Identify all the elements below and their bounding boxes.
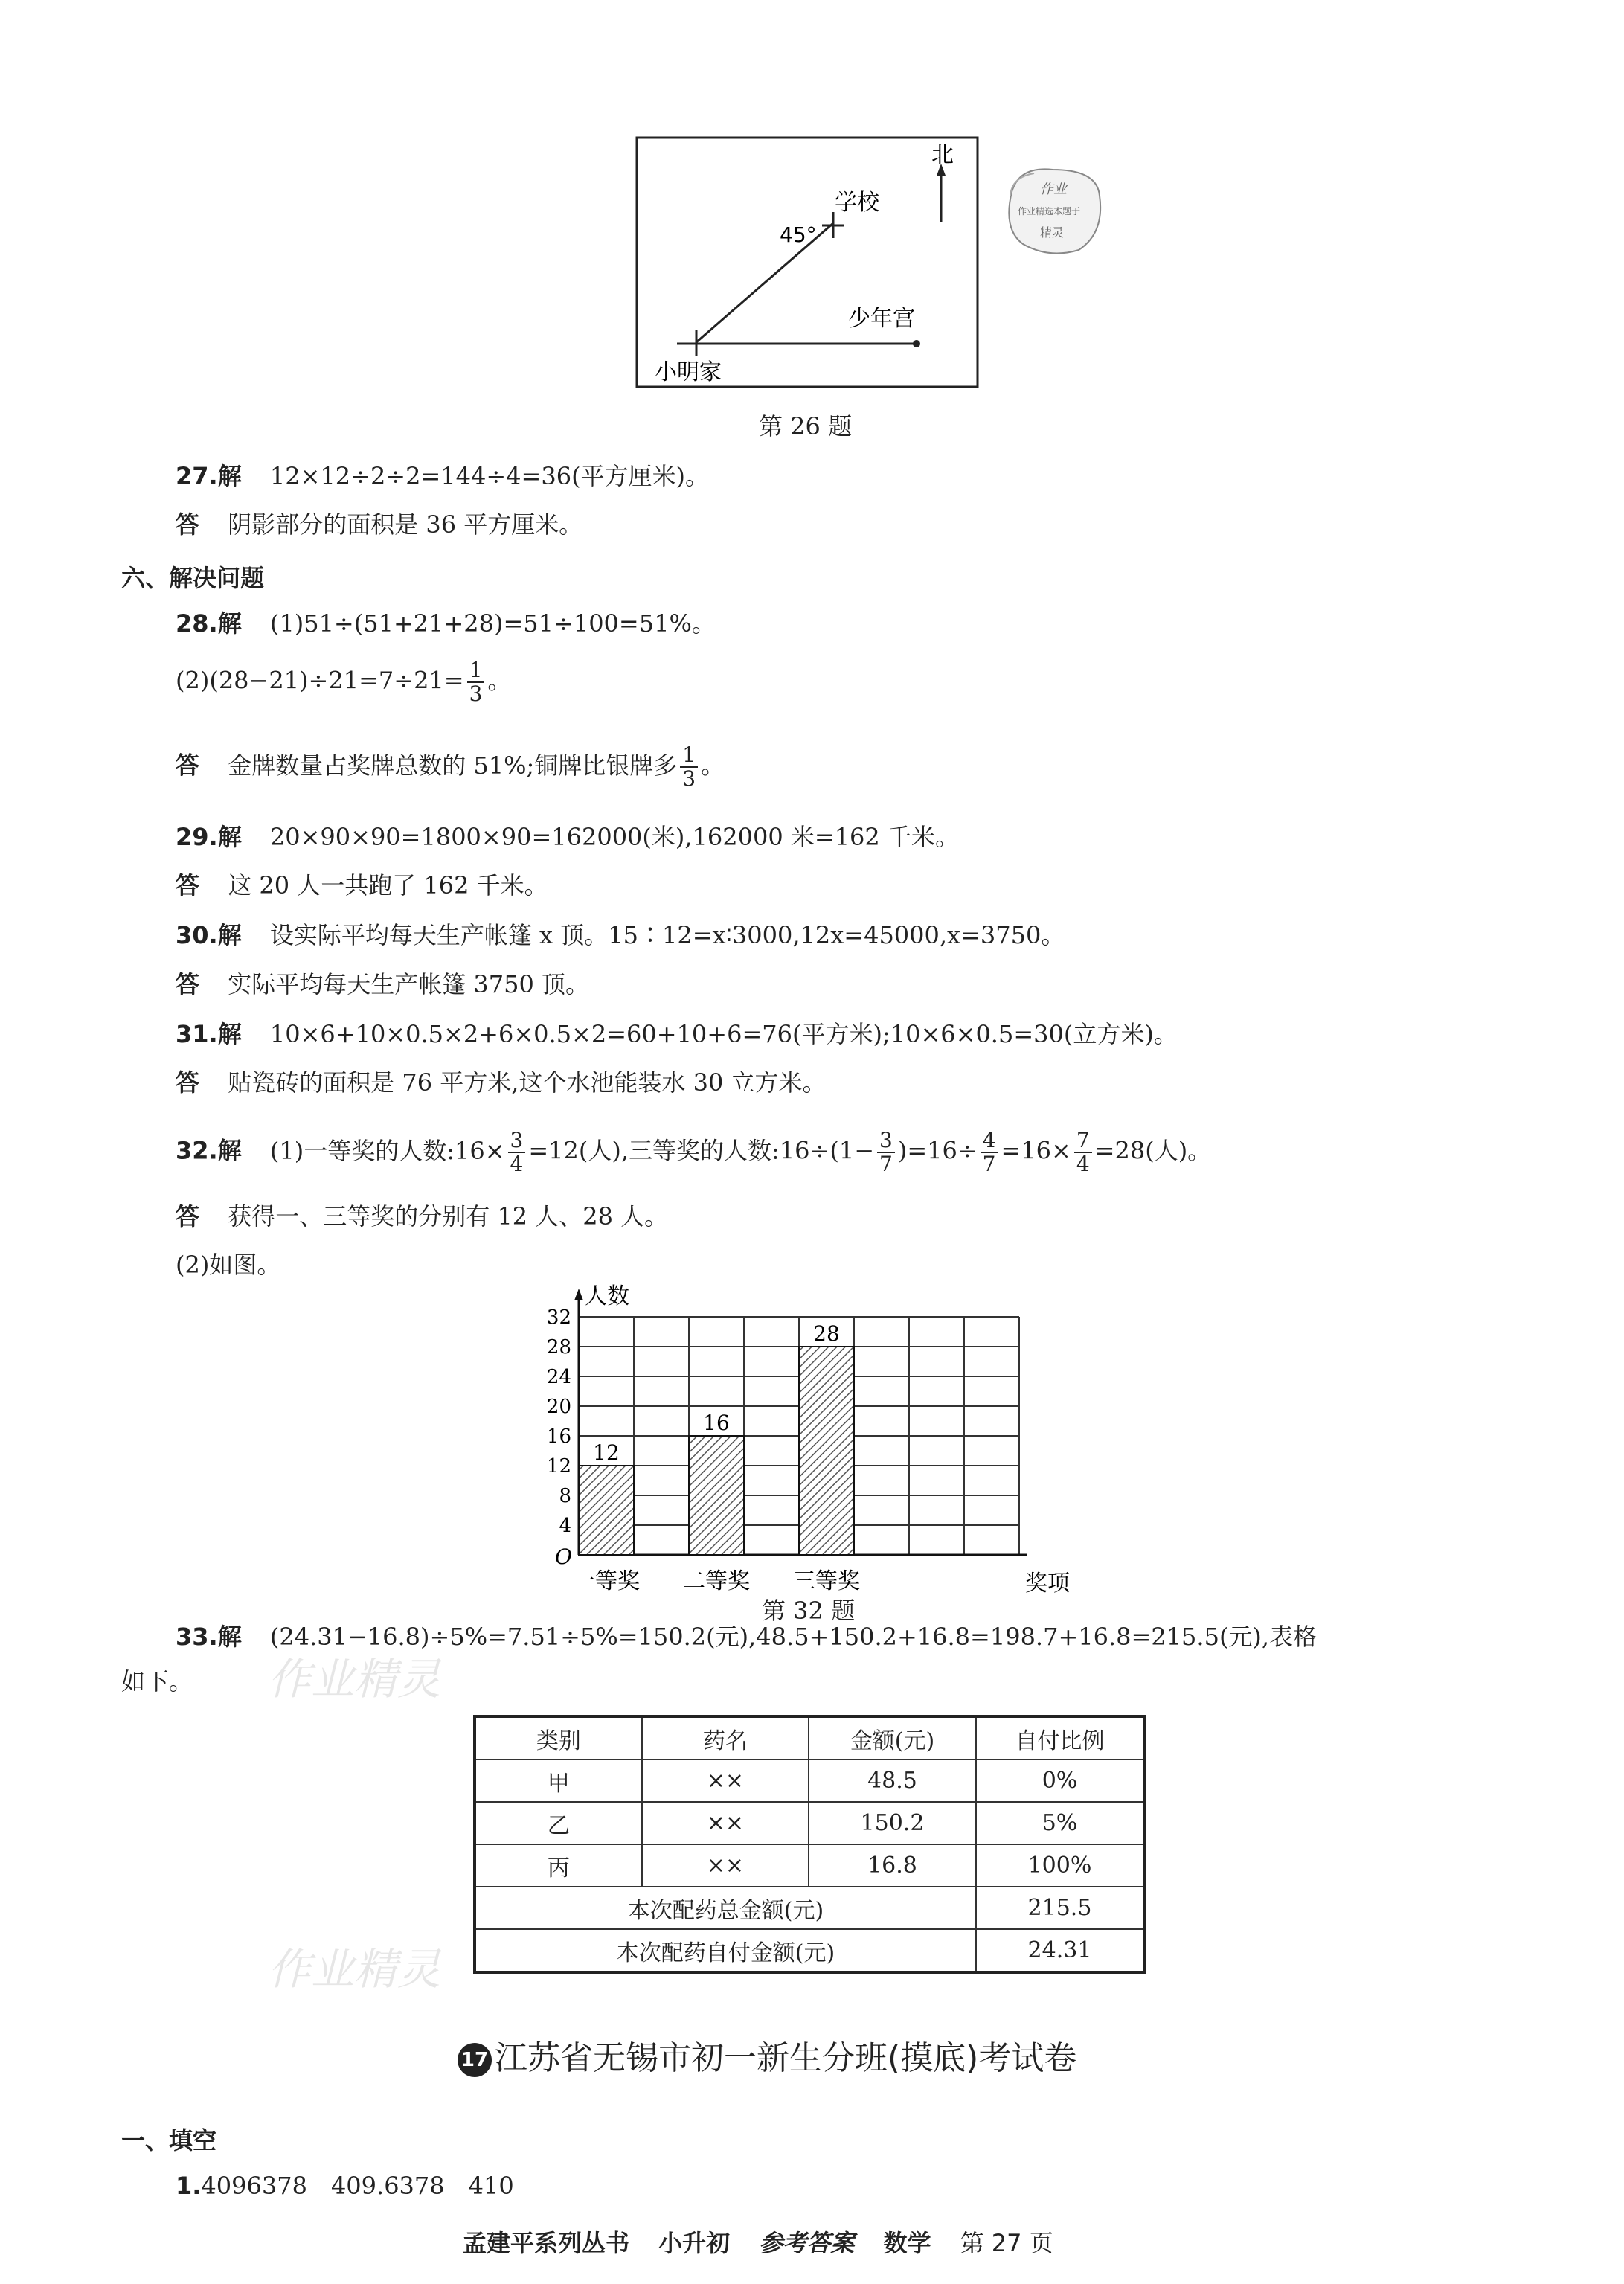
q32-frac-4-7: $\frac{4}{7}$ bbox=[981, 1129, 998, 1175]
stamp-text-3: 精灵 bbox=[1040, 225, 1065, 240]
stamp-text-1: 作业 bbox=[1040, 182, 1067, 197]
q32-answer-text: 获得一、三等奖的分别有 12 人、28 人。 bbox=[228, 1202, 669, 1231]
table-header-row bbox=[475, 1716, 1144, 1759]
x-category-label: 三等奖 bbox=[793, 1568, 860, 1594]
table-cell: 甲 bbox=[475, 1759, 642, 1802]
q30-solution bbox=[176, 920, 1065, 950]
q27-label: 27.解 bbox=[176, 462, 242, 490]
table-header-cell: 药名 bbox=[642, 1716, 809, 1759]
exam-title-text: 江苏省无锡市初一新生分班(摸底)考试卷 bbox=[495, 2039, 1077, 2077]
map-frame bbox=[637, 138, 978, 387]
table-header-cell: 类别 bbox=[475, 1716, 642, 1759]
x-category-label: 二等奖 bbox=[683, 1568, 750, 1594]
stamp-logo bbox=[997, 162, 1108, 259]
q30-answer-text: 实际平均每天生产帐篷 3750 顶。 bbox=[228, 970, 589, 998]
palace-label: 少年宫 bbox=[848, 306, 915, 332]
table-header-cell: 金额(元) bbox=[809, 1716, 976, 1759]
table-cell: 乙 bbox=[475, 1802, 642, 1844]
q28-part1: (1)51÷(51+21+28)=51÷100=51%。 bbox=[269, 609, 716, 638]
q29-label: 29.解 bbox=[176, 823, 242, 851]
q1-answer bbox=[176, 2171, 514, 2201]
table-row bbox=[475, 1844, 1144, 1887]
table-row bbox=[475, 1759, 1144, 1802]
q28-part2-text: (2)(28−21)÷21=7÷21= bbox=[176, 666, 464, 695]
y-tick-label: 16 bbox=[546, 1425, 571, 1448]
q32-text-4: )=16÷ bbox=[897, 1136, 978, 1165]
q33-label: 33.解 bbox=[176, 1623, 242, 1651]
bar-2 bbox=[689, 1436, 744, 1555]
q33-body: (24.31−16.8)÷5%=7.51÷5%=150.2(元),48.5+150.2+16.8=198.7+16.8=215.5(元),表格 bbox=[269, 1623, 1318, 1651]
q28-fraction-2: $\frac{1}{3}$ bbox=[680, 744, 698, 790]
q28-solution-2 bbox=[176, 659, 511, 705]
footer-level: 小升初 bbox=[658, 2229, 731, 2257]
north-label: 北 bbox=[931, 142, 954, 168]
q27-solution bbox=[176, 461, 709, 491]
y-tick-label: 28 bbox=[546, 1336, 571, 1358]
y-tick-label: 20 bbox=[546, 1396, 571, 1418]
q27-answer bbox=[176, 510, 582, 539]
award-bar-chart bbox=[521, 1283, 1086, 1626]
q28-answer-end: 。 bbox=[701, 751, 725, 780]
q32-text-6: =28(人)。 bbox=[1094, 1136, 1212, 1165]
school-label: 学校 bbox=[835, 190, 879, 216]
q30-answer-label: 答 bbox=[176, 970, 200, 998]
section-1-heading: 一、填空 bbox=[121, 2126, 217, 2155]
table-cell: 100% bbox=[976, 1844, 1144, 1887]
q27-answer-text: 阴影部分的面积是 36 平方厘米。 bbox=[228, 510, 583, 539]
q1-body: 4096378 409.6378 410 bbox=[201, 2172, 514, 2200]
q32-text-2: =12(人),三等奖的人数:16÷ bbox=[528, 1136, 830, 1165]
y-axis-label: 人数 bbox=[585, 1283, 629, 1309]
y-tick-label: 32 bbox=[546, 1306, 571, 1329]
q31-body: 10×6+10×0.5×2+6×0.5×2=60+10+6=76(平方米);10×6×0.5=30(立方米)。 bbox=[269, 1020, 1178, 1048]
exam-17-title bbox=[458, 2031, 1076, 2079]
x-axis-label: 奖项 bbox=[1025, 1571, 1070, 1597]
y-tick-label: 8 bbox=[559, 1485, 571, 1507]
q32-text-1: (1)一等奖的人数:16× bbox=[269, 1136, 505, 1165]
y-axis-arrow bbox=[574, 1289, 583, 1300]
stamp-text-2: 作业精选本题于 bbox=[1018, 206, 1081, 216]
palace-dot bbox=[913, 340, 920, 347]
q32-label: 32.解 bbox=[176, 1136, 242, 1165]
q1-label: 1. bbox=[176, 2172, 202, 2200]
table-total-value: 215.5 bbox=[976, 1887, 1144, 1929]
exam-number-badge: 17 bbox=[458, 2043, 492, 2077]
y-tick-label: 4 bbox=[559, 1515, 571, 1537]
q33-body-cont: 如下。 bbox=[121, 1667, 193, 1696]
footer-kind: 参考答案 bbox=[759, 2229, 855, 2257]
chart-bars bbox=[579, 1347, 854, 1555]
table-cell: ×× bbox=[642, 1802, 809, 1844]
table-cell: 丙 bbox=[475, 1844, 642, 1887]
origin-label: O bbox=[555, 1544, 572, 1569]
table-cell: 16.8 bbox=[809, 1844, 976, 1887]
table-cell: ×× bbox=[642, 1844, 809, 1887]
map-figure bbox=[632, 134, 982, 391]
home-label: 小明家 bbox=[655, 359, 722, 385]
q32-answer-label: 答 bbox=[176, 1202, 200, 1231]
q28-part2-end: 。 bbox=[487, 666, 512, 695]
q29-answer bbox=[176, 870, 548, 900]
bar-value-label: 16 bbox=[703, 1411, 730, 1435]
bar-3 bbox=[799, 1347, 854, 1555]
q31-solution bbox=[176, 1019, 1178, 1049]
footer-subject: 数学 bbox=[883, 2229, 931, 2257]
y-tick-label: 12 bbox=[546, 1455, 571, 1478]
bar-value-label: 12 bbox=[593, 1440, 620, 1465]
bar-1 bbox=[579, 1466, 634, 1555]
y-tick-label: 24 bbox=[546, 1366, 571, 1388]
table-total-row bbox=[475, 1887, 1144, 1929]
q31-answer-text: 贴瓷砖的面积是 76 平方米,这个水池能装水 30 立方米。 bbox=[228, 1068, 827, 1097]
table-cell: 0% bbox=[976, 1759, 1144, 1802]
table-self-pay-value: 24.31 bbox=[976, 1929, 1144, 1972]
table-header-cell: 自付比例 bbox=[976, 1716, 1144, 1759]
watermark-1: 作业精灵 bbox=[268, 1654, 441, 1704]
bar-value-label: 28 bbox=[813, 1321, 840, 1346]
table-cell: 48.5 bbox=[809, 1759, 976, 1802]
table-self-pay-label: 本次配药自付金额(元) bbox=[475, 1929, 976, 1972]
q27-body: 12×12÷2÷2=144÷4=36(平方厘米)。 bbox=[269, 462, 710, 490]
q32-solution bbox=[176, 1129, 1211, 1175]
q28-label: 28.解 bbox=[176, 609, 242, 638]
q28-solution-1 bbox=[176, 609, 716, 638]
q32-frac-3-4: $\frac{3}{4}$ bbox=[508, 1129, 526, 1175]
angle-label: 45° bbox=[780, 222, 817, 247]
q31-label: 31.解 bbox=[176, 1020, 242, 1048]
table-cell: 150.2 bbox=[809, 1802, 976, 1844]
table-total-label: 本次配药总金额(元) bbox=[475, 1887, 976, 1929]
page-footer bbox=[463, 2224, 1053, 2259]
x-category-label: 一等奖 bbox=[573, 1568, 640, 1594]
table-self-pay-row bbox=[475, 1929, 1144, 1972]
q29-answer-label: 答 bbox=[176, 871, 200, 899]
q32-answer bbox=[176, 1202, 668, 1231]
chart-caption: 第 32 题 bbox=[762, 1597, 856, 1625]
q32-part2: (2)如图。 bbox=[176, 1251, 281, 1279]
q32-text-3: (1− bbox=[829, 1136, 875, 1165]
q29-solution bbox=[176, 822, 959, 852]
q31-answer-label: 答 bbox=[176, 1068, 200, 1097]
q28-answer-label: 答 bbox=[176, 751, 200, 780]
table-cell: 5% bbox=[976, 1802, 1144, 1844]
q30-label: 30.解 bbox=[176, 921, 242, 949]
footer-page: 第 27 页 bbox=[960, 2229, 1053, 2257]
prescription-table bbox=[473, 1715, 1146, 1974]
table-row bbox=[475, 1802, 1144, 1844]
q30-body: 设实际平均每天生产帐篷 x 顶。15∶12=x∶3000,12x=45000,x=3750。 bbox=[269, 921, 1065, 949]
q29-body: 20×90×90=1800×90=162000(米),162000 米=162 千米。 bbox=[269, 823, 959, 851]
q32-text-5: =16× bbox=[1001, 1136, 1071, 1165]
q31-answer bbox=[176, 1068, 827, 1097]
q30-answer bbox=[176, 969, 589, 999]
q28-answer-text: 金牌数量占奖牌总数的 51%;铜牌比银牌多 bbox=[228, 751, 678, 780]
q28-answer bbox=[176, 744, 725, 790]
q32-frac-3-7: $\frac{3}{7}$ bbox=[877, 1129, 895, 1175]
section-6-heading: 六、解决问题 bbox=[121, 564, 265, 592]
map-caption: 第 26 题 bbox=[759, 412, 853, 440]
q28-fraction-1: $\frac{1}{3}$ bbox=[467, 659, 485, 705]
q27-answer-label: 答 bbox=[176, 510, 200, 539]
table-cell: ×× bbox=[642, 1759, 809, 1802]
watermark-2: 作业精灵 bbox=[268, 1944, 441, 1995]
footer-series: 孟建平系列丛书 bbox=[463, 2229, 630, 2257]
q32-frac-7-4: $\frac{7}{4}$ bbox=[1074, 1129, 1092, 1175]
q29-answer-text: 这 20 人一共跑了 162 千米。 bbox=[228, 871, 548, 899]
